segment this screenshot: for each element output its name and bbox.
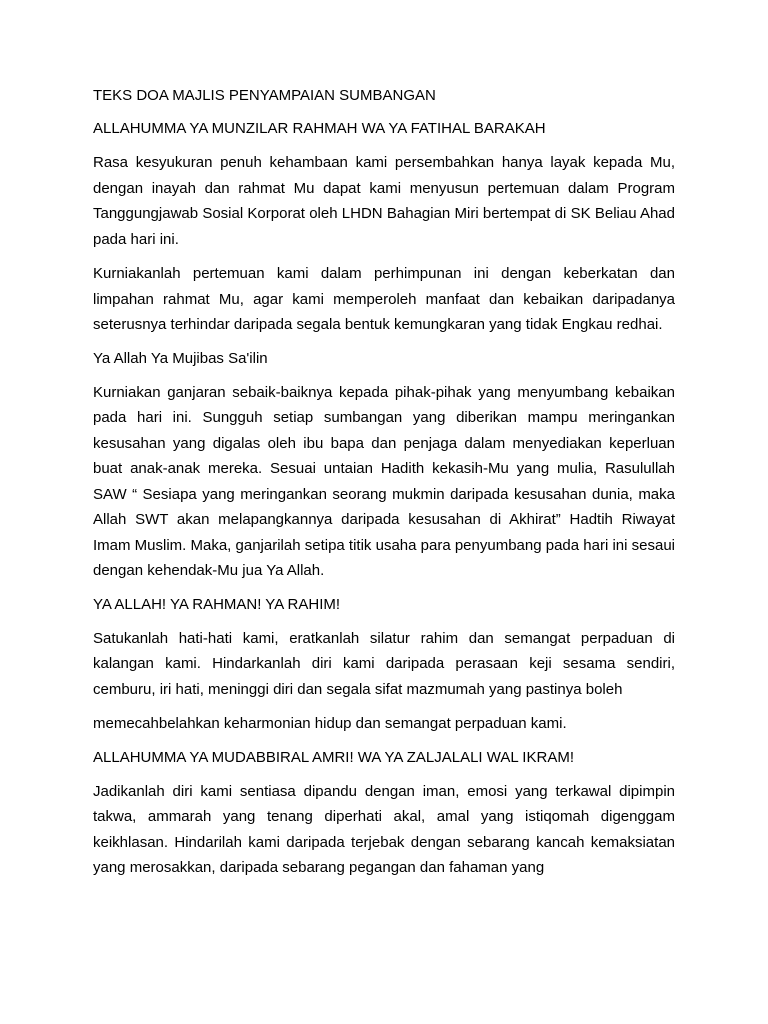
paragraph-5: Jadikanlah diri kami sentiasa dipandu dengan iman, emosi yang terkawal dipimpin takwa, ammarah yang tenang diperhati akal, amal yang istiqomah digenggam keikhlasan. Hindarilah kami daripada terjebak dengan sebarang kancah kemaksiatan yang merosakkan, daripada sebarang pegangan dan fahaman yang	[93, 782, 675, 876]
invocation-heading-1: ALLAHUMMA YA MUNZILAR RAHMAH WA YA FATIHAL BARAKAH	[93, 120, 546, 137]
paragraph-2: Kurniakanlah pertemuan kami dalam perhimpunan ini dengan keberkatan dan limpahan rahmat Mu, agar kami memperoleh manfaat dan kebaikan daripadanya seterusnya terhindar daripada segala bentuk kemungkaran yang tidak Engkau redhai.	[93, 265, 675, 333]
paragraph-1: Rasa kesyukuran penuh kehambaan kami persembahkan hanya layak kepada Mu, dengan inayah dan rahmat Mu dapat kami menyusun pertemuan dalam Program Tanggungjawab Sosial Korporat oleh LHDN Bahagian Miri bertempat di SK Beliau Ahad pada hari ini.	[93, 154, 675, 248]
invocation-heading-2: Ya Allah Ya Mujibas Sa'ilin	[93, 349, 268, 367]
document-body	[93, 84, 675, 890]
document-title: TEKS DOA MAJLIS PENYAMPAIAN SUMBANGAN	[93, 87, 436, 104]
paragraph-3: Kurniakan ganjaran sebaik-baiknya kepada pihak-pihak yang menyumbang kebaikan pada hari ini. Sungguh setiap sumbangan yang diberikan mampu meringankan kesusahan yang digalas oleh ibu bapa dan penjaga dalam menyediakan keperluan buat anak-anak mereka. Sesuai untaian Hadith kekasih-Mu yang mulia, Rasulullah SAW “ Sesiapa yang meringankan seorang mukmin daripada kesusahan dunia, maka Allah SWT akan melapangkannya daripada kesusahan di Akhirat” Hadtih Riwayat Imam Muslim. Maka, ganjarilah setipa titik usaha para penyumbang pada hari ini sesaui dengan kehendak-Mu jua Ya Allah.	[93, 383, 675, 579]
paragraph-4-continuation: memecahbelahkan keharmonian hidup dan semangat perpaduan kami.	[93, 715, 567, 732]
invocation-heading-3: YA ALLAH! YA RAHMAN! YA RAHIM!	[93, 595, 341, 613]
paragraph-4: Satukanlah hati-hati kami, eratkanlah silatur rahim dan semangat perpaduan di kalangan kami. Hindarkanlah diri kami daripada perasaan keji sesama sendiri, cemburu, iri hati, meninggi diri dan segala sifat mazmumah yang pastinya boleh	[93, 629, 675, 698]
invocation-heading-4: ALLAHUMMA YA MUDABBIRAL AMRI! WA YA ZALJALALI WAL IKRAM!	[93, 748, 574, 766]
